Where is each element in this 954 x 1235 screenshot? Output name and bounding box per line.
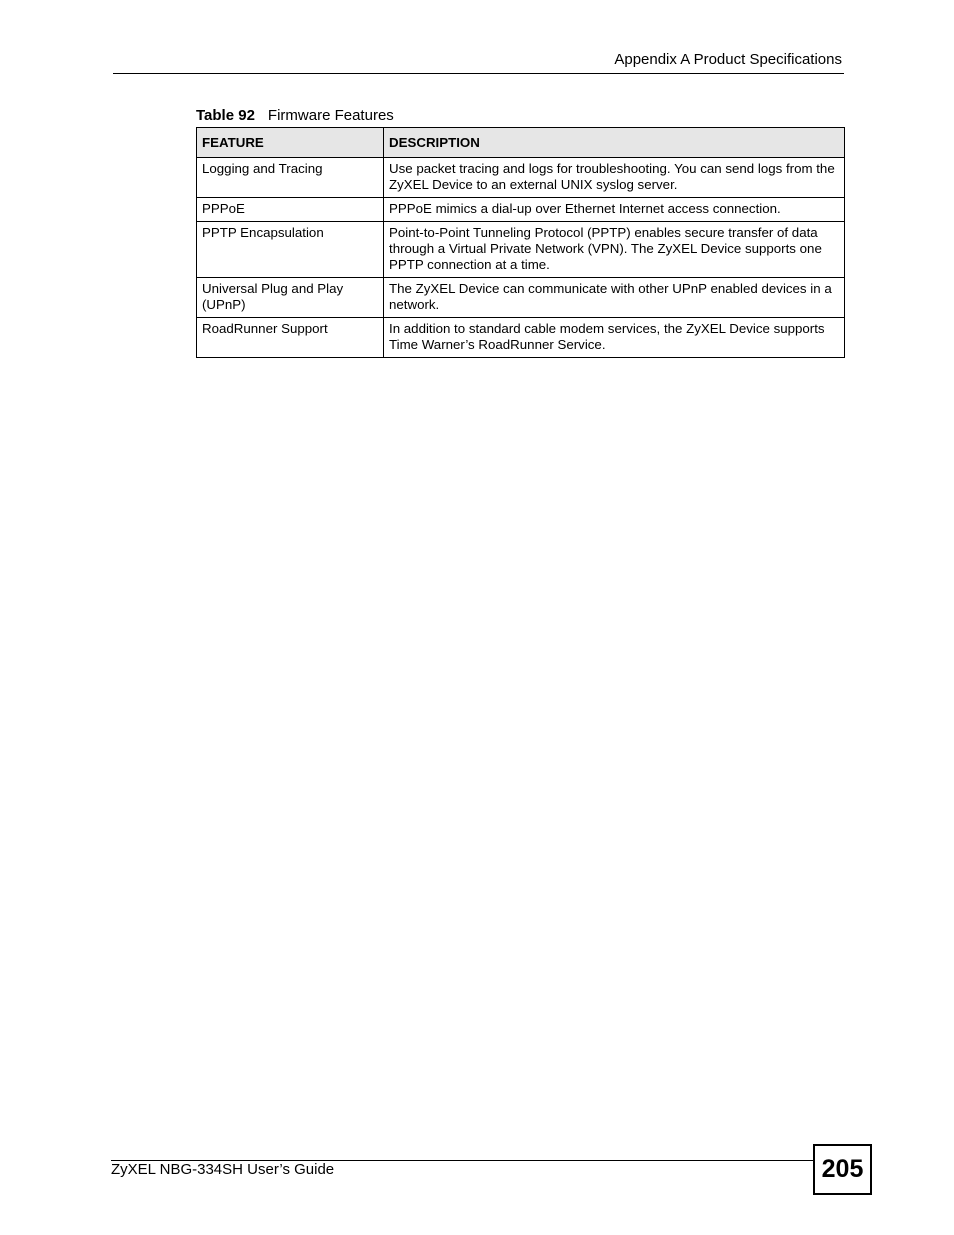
- description-cell: Point-to-Point Tunneling Protocol (PPTP) enables secure transfer of data through a Virtual Private Network (VPN). The ZyXEL Device supports one PPTP connection at a time.: [384, 222, 845, 278]
- table-row: [197, 198, 845, 222]
- column-header-description: DESCRIPTION: [384, 128, 845, 158]
- footer-guide-title: ZyXEL NBG-334SH User’s Guide: [111, 1161, 335, 1178]
- column-header-feature: FEATURE: [197, 128, 384, 158]
- table-row: [197, 318, 845, 358]
- table-row: [197, 158, 845, 198]
- table-header-row: [197, 128, 845, 158]
- feature-cell: Logging and Tracing: [197, 158, 384, 198]
- description-cell: The ZyXEL Device can communicate with other UPnP enabled devices in a network.: [384, 278, 845, 318]
- header-divider: [113, 73, 844, 74]
- table-caption: [196, 107, 394, 125]
- feature-cell: PPPoE: [197, 198, 384, 222]
- table-row: [197, 222, 845, 278]
- feature-cell: Universal Plug and Play (UPnP): [197, 278, 384, 318]
- table-row: [197, 278, 845, 318]
- firmware-features-table: [196, 127, 845, 358]
- description-cell: PPPoE mimics a dial-up over Ethernet Internet access connection.: [384, 198, 845, 222]
- running-header-title: Appendix A Product Specifications: [614, 51, 842, 68]
- table-caption-title: Firmware Features: [267, 107, 394, 124]
- description-cell: Use packet tracing and logs for troubleshooting. You can send logs from the ZyXEL Device to an external UNIX syslog server.: [384, 158, 845, 198]
- page-number-box: 205: [813, 1144, 872, 1195]
- table-caption-number: Table 92: [196, 107, 255, 124]
- feature-cell: PPTP Encapsulation: [197, 222, 384, 278]
- description-cell: In addition to standard cable modem services, the ZyXEL Device supports Time Warner’s RoadRunner Service.: [384, 318, 845, 358]
- feature-cell: RoadRunner Support: [197, 318, 384, 358]
